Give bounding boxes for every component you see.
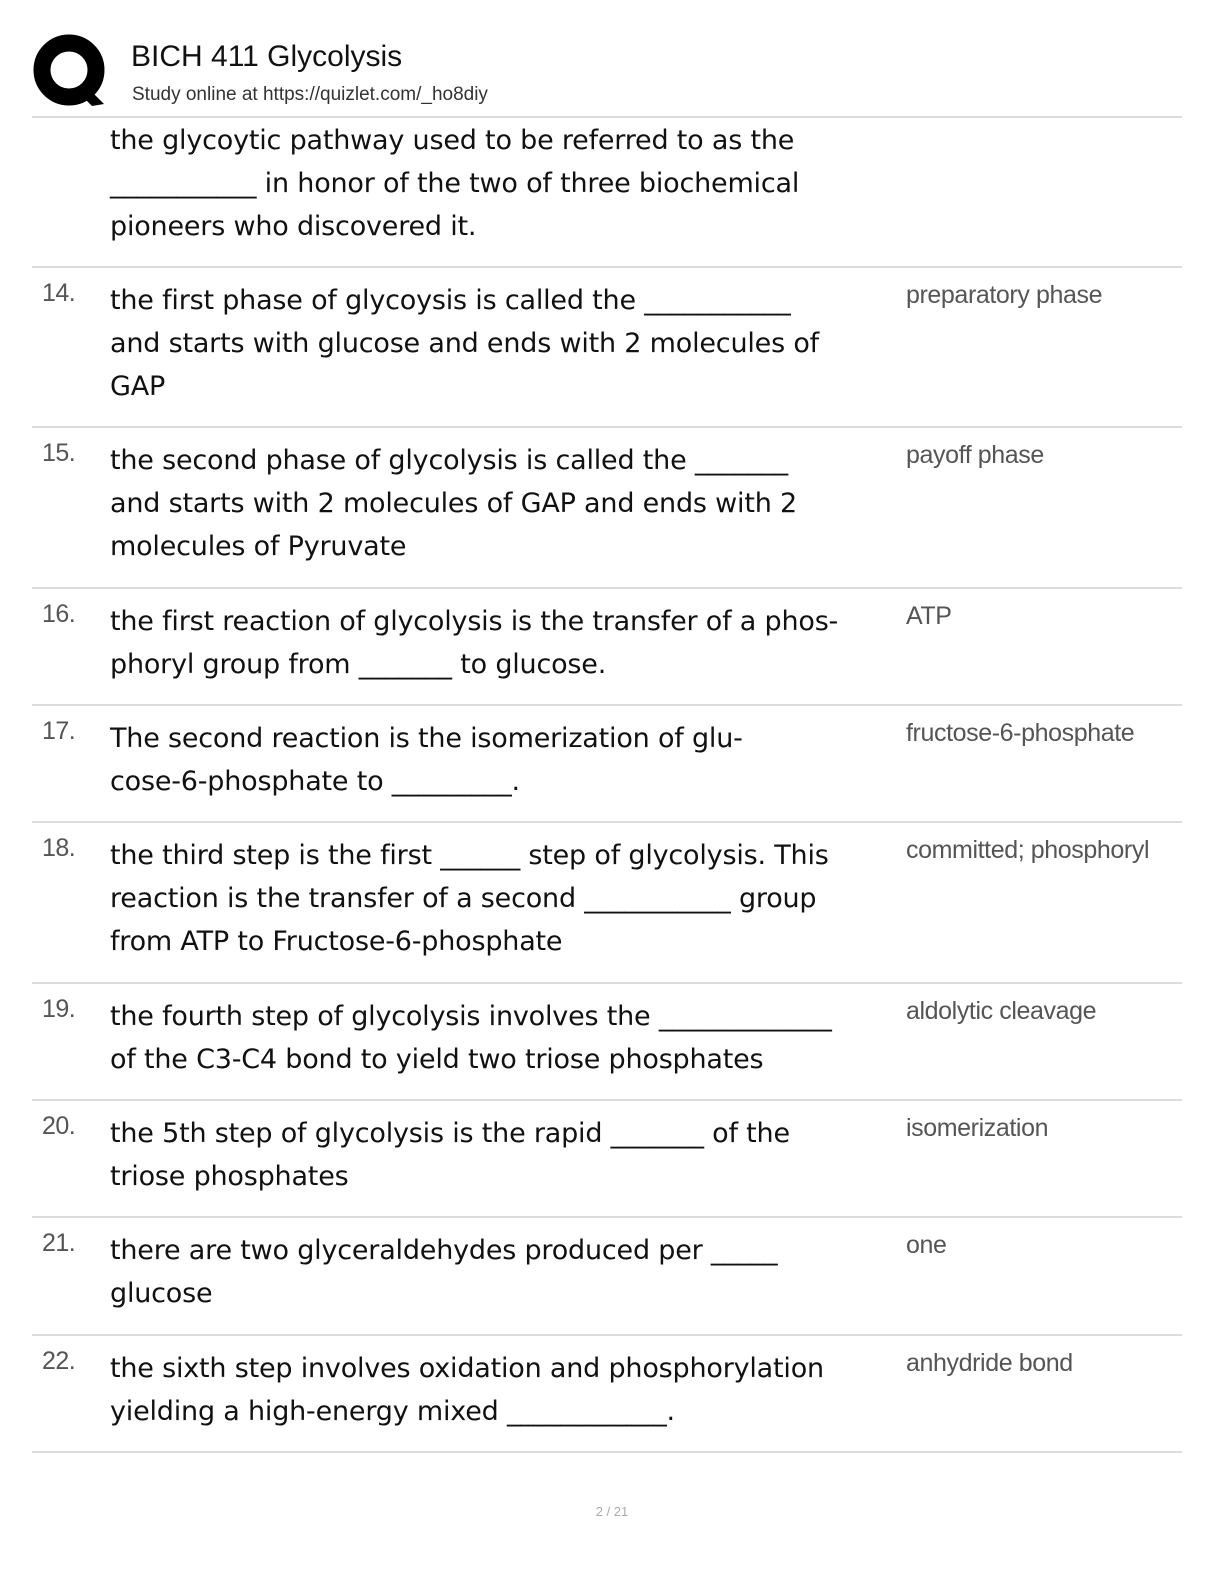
question-number: 17. bbox=[42, 717, 76, 745]
question-text: the 5th step of glycolysis is the rapid _______ of the triose phosphates bbox=[110, 1118, 790, 1192]
question-text: the first phase of glycoysis is called the ___________ and starts with glucose and ends with 2 molecules of GAP bbox=[110, 285, 819, 402]
question-text: the second phase of glycolysis is called the _______ and starts with 2 molecules of GAP and ends with 2 molecules of Pyruvate bbox=[110, 445, 797, 562]
divider bbox=[32, 426, 1182, 428]
divider bbox=[32, 704, 1182, 706]
divider bbox=[32, 266, 1182, 268]
document-title: BICH 411 Glycolysis bbox=[131, 40, 403, 73]
question-text: the glycoytic pathway used to be referred to as the ___________ in honor of the two of three biochemical pioneers who discovered it. bbox=[110, 125, 800, 242]
divider bbox=[32, 1216, 1182, 1218]
answer-text: fructose-6-phosphate bbox=[906, 719, 1135, 747]
question-text: there are two glyceraldehydes produced per _____ glucose bbox=[110, 1235, 778, 1309]
divider bbox=[32, 1099, 1182, 1101]
divider bbox=[32, 1334, 1182, 1336]
question-text: the third step is the first ______ step of glycolysis. This reaction is the transfer of a second ___________ group from ATP to Fructose-6-phosphate bbox=[110, 840, 829, 957]
answer-text: ATP bbox=[906, 602, 952, 630]
question-number: 21. bbox=[42, 1229, 76, 1257]
question-number: 16. bbox=[42, 600, 76, 628]
question-text: the fourth step of glycolysis involves the _____________ of the C3-C4 bond to yield two triose phosphates bbox=[110, 1001, 832, 1075]
divider bbox=[32, 982, 1182, 984]
question-text: The second reaction is the isomerization of glu- cose-6-phosphate to _________. bbox=[110, 723, 743, 797]
page-number: 2 / 21 bbox=[595, 1504, 629, 1519]
question-number: 20. bbox=[42, 1112, 76, 1140]
answer-text: preparatory phase bbox=[906, 281, 1103, 309]
question-number: 14. bbox=[42, 279, 76, 307]
quizlet-logo-icon bbox=[32, 32, 110, 110]
page-header bbox=[32, 32, 1182, 118]
answer-text: isomerization bbox=[906, 1114, 1049, 1142]
question-text: the sixth step involves oxidation and phosphorylation yielding a high-energy mixed ____________. bbox=[110, 1353, 824, 1427]
answer-text: aldolytic cleavage bbox=[906, 997, 1097, 1025]
answer-text: anhydride bond bbox=[906, 1349, 1073, 1377]
question-text: the first reaction of glycolysis is the transfer of a phos- phoryl group from _______ to glucose. bbox=[110, 606, 839, 680]
divider bbox=[32, 821, 1182, 823]
answer-text: one bbox=[906, 1231, 947, 1259]
answer-text: committed; phosphoryl bbox=[906, 836, 1150, 864]
divider bbox=[32, 587, 1182, 589]
question-number: 15. bbox=[42, 439, 76, 467]
question-number: 19. bbox=[42, 995, 76, 1023]
study-online-link[interactable]: Study online at https://quizlet.com/_ho8diy bbox=[132, 84, 488, 105]
divider bbox=[32, 1451, 1182, 1453]
answer-text: payoff phase bbox=[906, 441, 1044, 469]
divider bbox=[32, 116, 1182, 118]
question-number: 22. bbox=[42, 1347, 76, 1375]
question-number: 18. bbox=[42, 834, 76, 862]
